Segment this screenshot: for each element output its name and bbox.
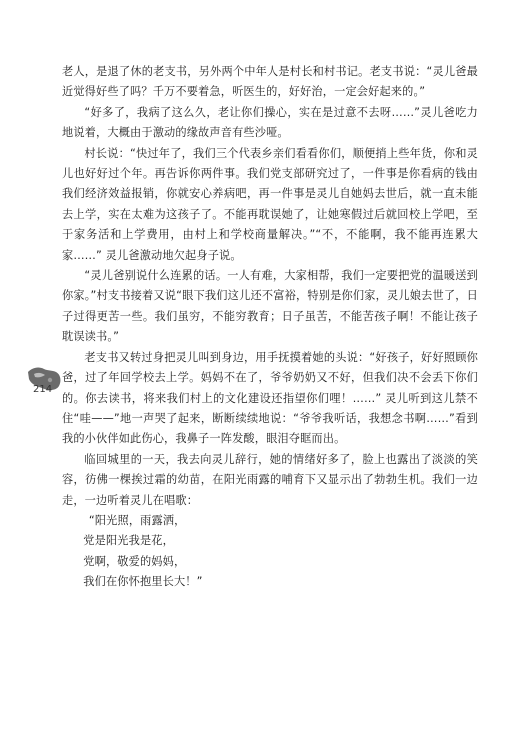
paragraph-1: 老人，是退了休的老支书，另外两个中年人是村长和村书记。老支书说：“灵儿爸最近觉得好些了吗？千万不要着急，听医生的，好好治，一定会好起来的。”: [62, 65, 478, 99]
body-text: [62, 62, 478, 593]
paragraph-4: “灵儿爸别说什么连累的话。一人有难，大家相帮，我们一定要把党的温暖送到你家。”村支书接着又说“眼下我们这儿还不富裕，特别是你们家，灵儿娘去世了，日子过得更苦一些。我们虽穷，不能穷教育；日子虽苦，不能苦孩子啊！不能让孩子耽误读书。”: [62, 269, 478, 344]
page-number: 214: [33, 384, 53, 395]
song-line-2: 党是阳光我是花，: [83, 534, 174, 548]
paragraph-6: 临回城里的一天，我去向灵儿辞行，她的情绪好多了，脸上也露出了淡淡的笑容，彷佛一棵挨过霜的幼苗，在阳光雨露的哺育下又显示出了勃勃生机。我们一边走，一边听着灵儿在唱歌：: [62, 452, 478, 507]
song-line-4: 我们在你怀抱里长大！”: [83, 575, 203, 589]
paragraph-2: “好多了，我病了这么久，老让你们操心，实在是过意不去呀……”灵儿爸吃力地说着，大概由于激动的缘故声音有些沙哑。: [62, 105, 478, 140]
song-lyrics: [62, 511, 478, 593]
song-line-1: “阳光照，雨露洒，: [88, 513, 186, 527]
paragraph-3: 村长说：“快过年了，我们三个代表乡亲们看看你们，顺便捎上些年货，你和灵儿也好好过个年。再告诉你两件事。我们党支部研究过了，一件事是你看病的钱由我们经济效益报销，你就安心养病吧，再一件事是灵儿自她妈去世后，就一直未能去上学，实在太难为这孩子了。不能再耽误她了，让她寒假过后就回校上学吧，至于家务活和上学费用，由村上和学校商量解决。”“不，不能啊，我不能再连累大家……” 灵儿爸激动地欠起身子说。: [62, 146, 478, 262]
song-line-3: 党啊，敬爱的妈妈，: [83, 554, 186, 568]
paragraph-5: 老支书又转过身把灵儿叫到身边，用手抚摸着她的头说：“好孩子，好好照顾你爸，过了年回学校去上学。妈妈不在了，爷爷奶奶又不好，但我们决不会丢下你们的。你去读书，将来我们村上的文化建设还指望你们哩！……” 灵儿听到这儿禁不住“哇——”地一声哭了起来，断断续续地说：“爷爷我听话，我想念书啊……”看到我的小伙伴如此伤心，我鼻子一阵发酸，眼泪夺眶而出。: [62, 350, 478, 446]
